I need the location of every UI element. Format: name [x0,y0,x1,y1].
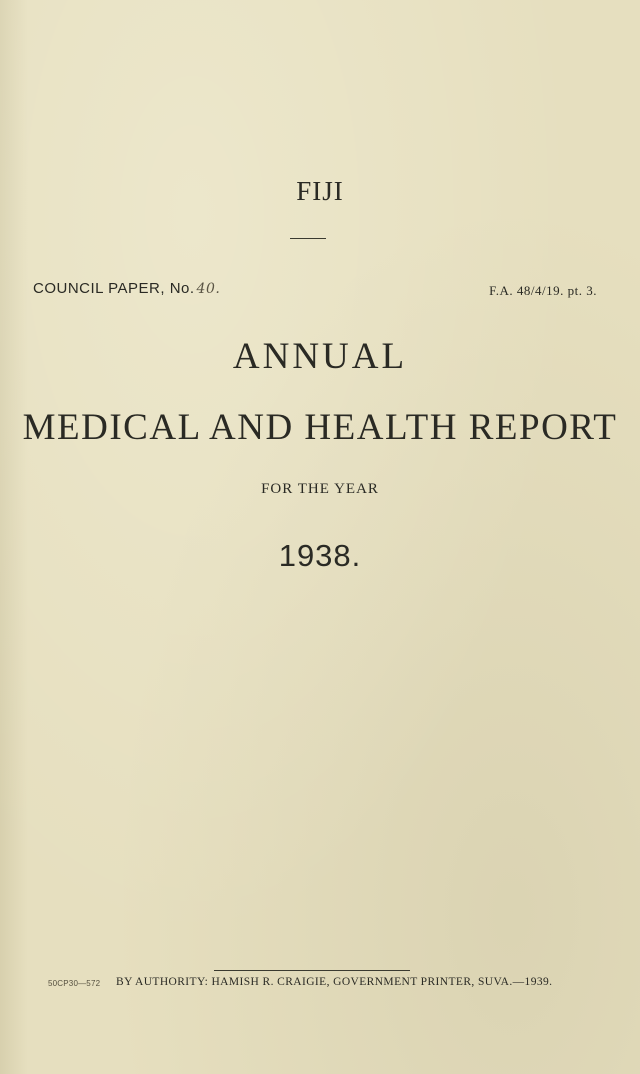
file-reference: F.A. 48/4/19. pt. 3. [489,283,597,298]
footer-divider [214,970,410,971]
council-paper-reference [33,280,220,297]
council-paper-number: 40. [196,281,221,297]
report-subtitle: FOR THE YEAR [261,481,379,497]
report-year: 1938. [278,538,362,573]
report-title-annual: ANNUAL [232,336,408,377]
report-title-main: MEDICAL AND HEALTH REPORT [22,407,618,448]
council-paper-label: COUNCIL PAPER, No. [33,280,195,297]
print-code: 50CP30—572 [48,979,101,988]
printer-imprint: BY AUTHORITY: HAMISH R. CRAIGIE, GOVERNMENT PRINTER, SUVA.—1939. [116,976,553,988]
country-heading: FIJI [296,176,344,206]
heading-divider [290,238,326,239]
